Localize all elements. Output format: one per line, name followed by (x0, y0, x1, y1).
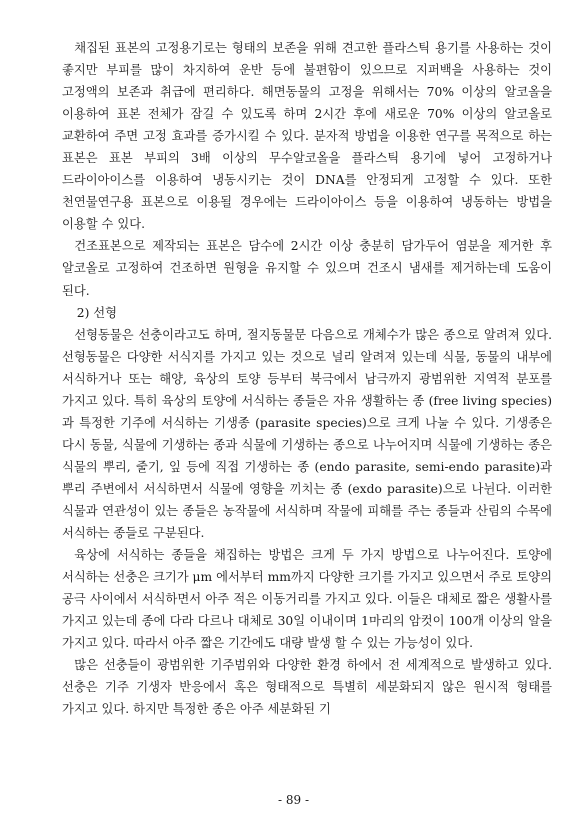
section-heading-nematodes: 2) 선형 (76, 305, 118, 320)
document-page (62, 37, 552, 720)
paragraph-fixation-containers: 채집된 표본의 고정용기로는 형태의 보존을 위해 견고한 플라스틱 용기를 사용하는 것이 좋지만 부피를 많이 차지하여 운반 등에 불편함이 있으므로 지퍼백을 사용하는 것이 고정액의 보존과 취급에 편리하다. 해면동물의 고정을 위해서는 70% 이상의 알코올을 이용하여 표본 전체가 잠길 수 있도록 하며 2시간 후에 새로운 70% 이상의 알코올로 교환하여 주면 고정 효과를 증가시킬 수 있다. 분자적 방법을 이용한 연구를 목적으로 하는 표본은 표본 부피의 3배 이상의 무수알코올을 플라스틱 용기에 넣어 고정하거나 드라이아이스를 이용하여 냉동시키는 것이 DNA를 안정되게 고정할 수 있다. 또한 천연물연구용 표본으로 이용될 경우에는 드라이아이스 등을 이용하여 냉동하는 방법을 이용할 수 있다. (62, 41, 552, 232)
paragraph-nematode-distribution: 많은 선충들이 광범위한 기주범위와 다양한 환경 하에서 전 세계적으로 발생하고 있다. 선충은 기주 기생자 반응에서 혹은 형태적으로 특별히 세분화되지 않은 원시적 형태를 가지고 있다. 하지만 특정한 종은 아주 세분화된 기 (62, 658, 552, 717)
page-number: - 89 - (277, 793, 309, 807)
paragraph-nematode-overview: 선형동물은 선충이라고도 하며, 절지동물문 다음으로 개체수가 많은 종으로 알려져 있다. 선형동물은 다양한 서식지를 가지고 있는 것으로 널리 알려져 있는데 식물, 동물의 내부에 서식하거나 또는 해양, 육상의 토양 등부터 북극에서 남극까지 광범위한 지역적 분포를 가지고 있다. 특히 육상의 토양에 서식하는 종들은 자유 생활하는 종 (free living species) 과 특정한 기주에 서식하는 기생종 (parasite species)으로 크게 나눌 수 있다. 기생종은 다시 동물, 식물에 기생하는 종과 식물에 기생하는 종으로 나누어지며 식물에 기생하는 종은 식물의 뿌리, 줄기, 잎 등에 직접 기생하는 종 (endo parasite, semi-endo parasite)과 뿌리 주변에서 서식하면서 식물에 영향을 끼치는 종 (exdo parasite)으로 나뉜다. 이러한 식물과 연관성이 있는 종들은 농작물에 서식하며 작물에 피해를 주는 종들과 산림의 수목에 서식하는 종들로 구분된다. (62, 327, 552, 541)
paragraph-collection-methods: 육상에 서식하는 종들을 채집하는 방법은 크게 두 가지 방법으로 나누어진다. 토양에 서식하는 선충은 크기가 μm 에서부터 mm까지 다양한 크기를 가지고 있으면서 주로 토양의 공극 사이에서 서식하면서 아주 적은 이동거리를 가지고 있다. 이들은 대체로 짧은 생활사를 가지고 있는데 종에 다라 다르나 대체로 30일 이내이며 1마리의 암컷이 100개 이상의 알을 가지고 있다. 따라서 아주 짧은 기간에도 대량 발생 할 수 있는 가능성이 있다. (62, 548, 552, 651)
paragraph-dry-specimens: 건조표본으로 제작되는 표본은 담수에 2시간 이상 충분히 담가두어 염분을 제거한 후 알코올로 고정하여 건조하면 원형을 유지할 수 있으며 건조시 냄새를 제거하는데 도움이 된다. (62, 239, 552, 298)
